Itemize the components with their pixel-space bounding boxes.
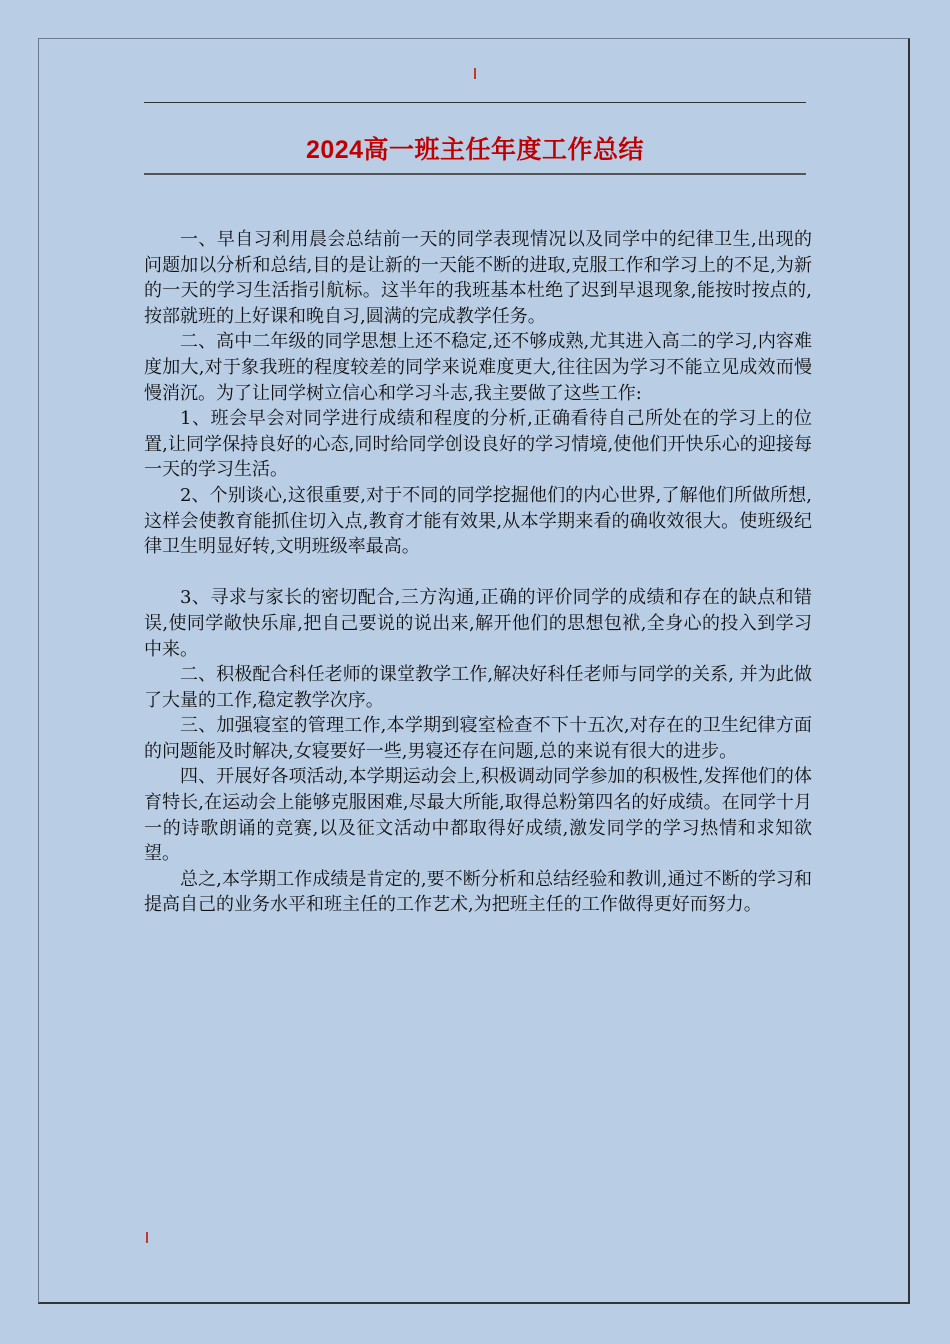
paragraph-4: 2、个别谈心,这很重要,对于不同的同学挖掘他们的内心世界,了解他们所做所想,这样会使教育能抓住切入点,教育才能有效果,从本学期来看的确收效很大。使班级纪律卫生明显好转,文明班级率最高。 (144, 484, 812, 558)
header-mark (474, 68, 476, 79)
document-body (144, 227, 812, 918)
paragraph-7: 三、加强寝室的管理工作,本学期到寝室检查不下十五次,对存在的卫生纪律方面的问题能及时解决,女寝要好一些,男寝还存在问题,总的来说有很大的进步。 (144, 715, 812, 762)
document-title: 2024高一班主任年度工作总结 (305, 136, 645, 164)
paragraph-5: 3、寻求与家长的密切配合,三方沟通,正确的评价同学的成绩和存在的缺点和错误,使同学敞快乐扉,把自己要说的说出来,解开他们的思想包袱,全身心的投入到学习中来。 (144, 587, 812, 660)
title-rule (144, 173, 806, 175)
paragraph-1: 一、早自习利用晨会总结前一天的同学表现情况以及同学中的纪律卫生,出现的问题加以分析和总结,目的是让新的一天能不断的进取,克服工作和学习上的不足,为新的一天的学习生活指引航标。这半年的我班基本杜绝了迟到早退现象,能按时按点的,按部就班的上好课和晚自习,圆满的完成教学任务。 (144, 229, 812, 327)
paragraph-8: 四、开展好各项活动,本学期运动会上,积极调动同学参加的积极性,发挥他们的体育特长,在运动会上能够克服困难,尽最大所能,取得总粉第四名的好成绩。在同学十月一的诗歌朗诵的竞赛,以及征文活动中都取得好成绩,激发同学的学习热情和求知欲望。 (144, 766, 812, 865)
header-rule (144, 102, 806, 103)
footer-mark (146, 1232, 148, 1243)
paragraph-9: 总之,本学期工作成绩是肯定的,要不断分析和总结经验和教训,通过不断的学习和提高自己的业务水平和班主任的工作艺术,为把班主任的工作做得更好而努力。 (144, 868, 812, 916)
paragraph-2: 二、高中二年级的同学思想上还不稳定,还不够成熟,尤其进入高二的学习,内容难度加大,对于象我班的程度较差的同学来说难度更大,往往因为学习不能立见成效而慢慢消沉。为了让同学树立信心和学习斗志,我主要做了这些工作: (144, 331, 812, 404)
paragraph-3: 1、班会早会对同学进行成绩和程度的分析,正确看待自己所处在的学习上的位置,让同学保持良好的心态,同时给同学创设良好的学习情境,使他们开快乐心的迎接每一天的学习生活。 (144, 408, 812, 481)
paragraph-6: 二、积极配合科任老师的课堂教学工作,解决好科任老师与同学的关系, 并为此做了大量的工作,稳定教学次序。 (144, 664, 812, 711)
